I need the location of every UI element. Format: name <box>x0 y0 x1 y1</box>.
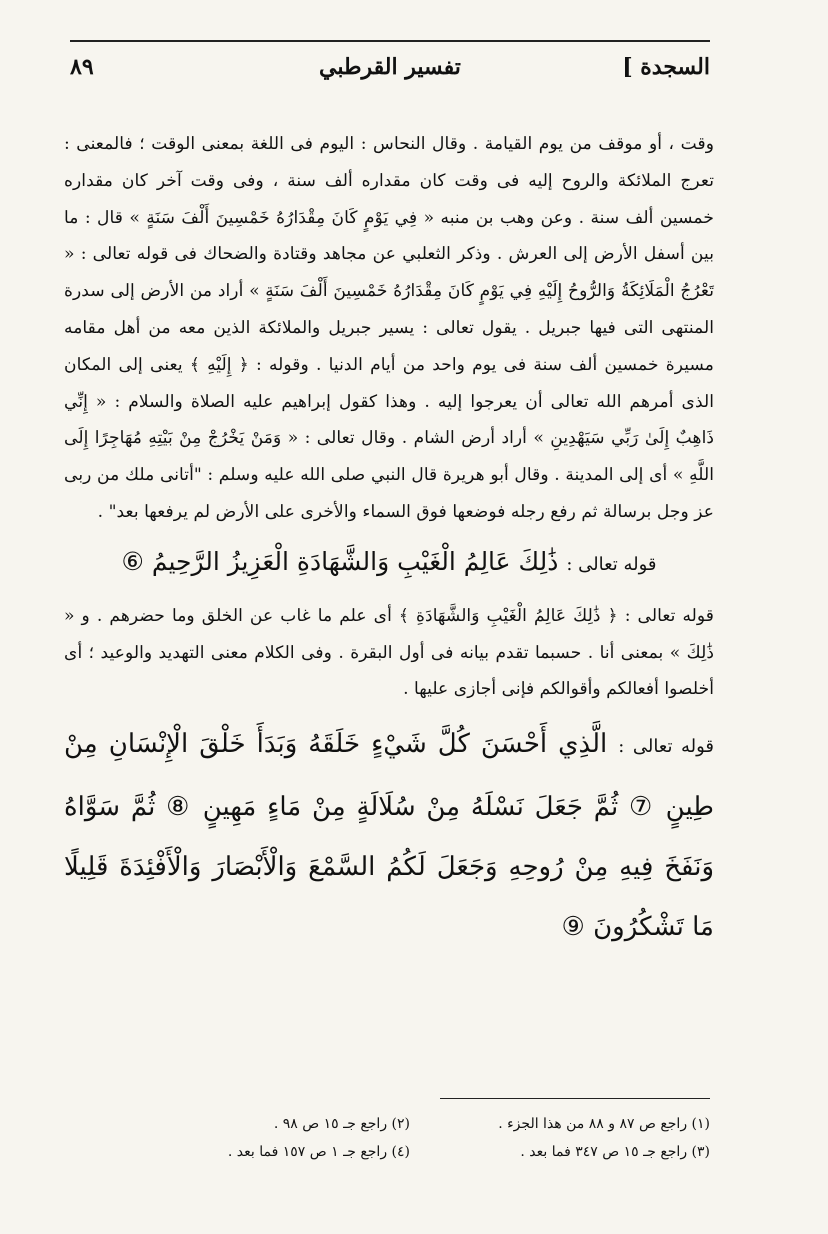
verse-label: قوله تعالى : <box>618 736 714 758</box>
footnote-3: (٣) راجع جـ ١٥ ص ٣٤٧ فما بعد . <box>520 1144 710 1160</box>
footnote-rule <box>440 1098 710 1099</box>
book-title: تفسير القرطبي <box>319 54 461 80</box>
surah-name: السجدة ] <box>622 54 710 80</box>
page-body <box>64 126 714 957</box>
footnotes <box>110 1110 710 1166</box>
verse-text: الَّذِي أَحْسَنَ كُلَّ شَيْءٍ خَلَقَهُ وَبَدَأَ خَلْقَ الْإِنْسَانِ مِنْ طِينٍ ⑦ ثُمَّ جَعَلَ نَسْلَهُ مِنْ سُلَالَةٍ مِنْ مَاءٍ مَهِينٍ ⑧ ثُمَّ سَوَّاهُ وَنَفَخَ فِيهِ مِنْ رُوحِهِ وَجَعَلَ لَكُمُ السَّمْعَ وَالْأَبْصَارَ وَالْأَفْئِدَةَ قَلِيلًا مَا تَشْكُرُونَ ⑨ <box>64 729 714 943</box>
page-number: ٨٩ <box>70 54 94 80</box>
footnote-4: (٤) راجع جـ ١ ص ١٥٧ فما بعد . <box>227 1144 410 1160</box>
header-rule <box>70 40 710 42</box>
page-header <box>70 52 710 92</box>
commentary-paragraph-2: قوله تعالى : ﴿ ذَٰلِكَ عَالِمُ الْغَيْبِ وَالشَّهَادَةِ ﴾ أى علم ما غاب عن الخلق وما حضرهم . و « ذَٰلِكَ » بمعنى أنا . حسبما تقدم بيانه فى أول البقرة . وفى الكلام معنى التهديد والوعيد ؛ أى أخلصوا أفعالكم وأقوالكم فإنى أجازى عليها . <box>64 605 714 700</box>
verses-7-9 <box>64 714 714 957</box>
commentary-paragraph: وقت ، أو موقف من يوم القيامة . وقال النحاس : اليوم فى اللغة بمعنى الوقت ؛ فالمعنى : تعرج الملائكة والروح إليه فى وقت كان مقداره ألف سنة ، وفى وقت آخر كان مقداره خمسين ألف سنة . وعن وهب بن منبه « فِي يَوْمٍ كَانَ مِقْدَارُهُ خَمْسِينَ أَلْفَ سَنَةٍ » قال : ما بين أسفل الأرض إلى العرش . وذكر الثعلبي عن مجاهد وقتادة والضحاك فى قوله تعالى : « تَعْرُجُ الْمَلَائِكَةُ وَالرُّوحُ إِلَيْهِ فِي يَوْمٍ كَانَ مِقْدَارُهُ خَمْسِينَ أَلْفَ سَنَةٍ » أراد من الأرض إلى سدرة المنتهى التى فيها جبريل . يقول تعالى : يسير جبريل والملائكة الذين معه من أهل مقامه مسيرة خمسين ألف سنة فى يوم واحد من أيام الدنيا . وقوله : ﴿ إِلَيْهِ ﴾ يعنى إلى المكان الذى أمرهم الله تعالى أن يعرجوا إليه . وهذا كقول إبراهيم عليه الصلاة والسلام : « إِنِّي ذَاهِبٌ إِلَىٰ رَبِّي سَيَهْدِينِ » أراد أرض الشام . وقال تعالى : « وَمَنْ يَخْرُجْ مِنْ بَيْتِهِ مُهَاجِرًا إِلَى اللَّهِ » أى إلى المدينة . وقال أبو هريرة قال النبي صلى الله عليه وسلم : "أتانى ملك من ربى عز وجل برسالة ثم رفع رجله فوضعها فوق السماء والأخرى على الأرض لم يرفعها بعد" . <box>64 134 714 522</box>
footnote-2: (٢) راجع جـ ١٥ ص ٩٨ . <box>273 1116 410 1132</box>
verse-text: ذَٰلِكَ عَالِمُ الْغَيْبِ وَالشَّهَادَةِ الْعَزِيزُ الرَّحِيمُ ⑥ <box>121 546 559 576</box>
verse-label: قوله تعالى : <box>566 553 657 575</box>
footnote-1: (١) راجع ص ٨٧ و ٨٨ من هذا الجزء . <box>498 1116 710 1132</box>
verse-6 <box>64 539 714 588</box>
